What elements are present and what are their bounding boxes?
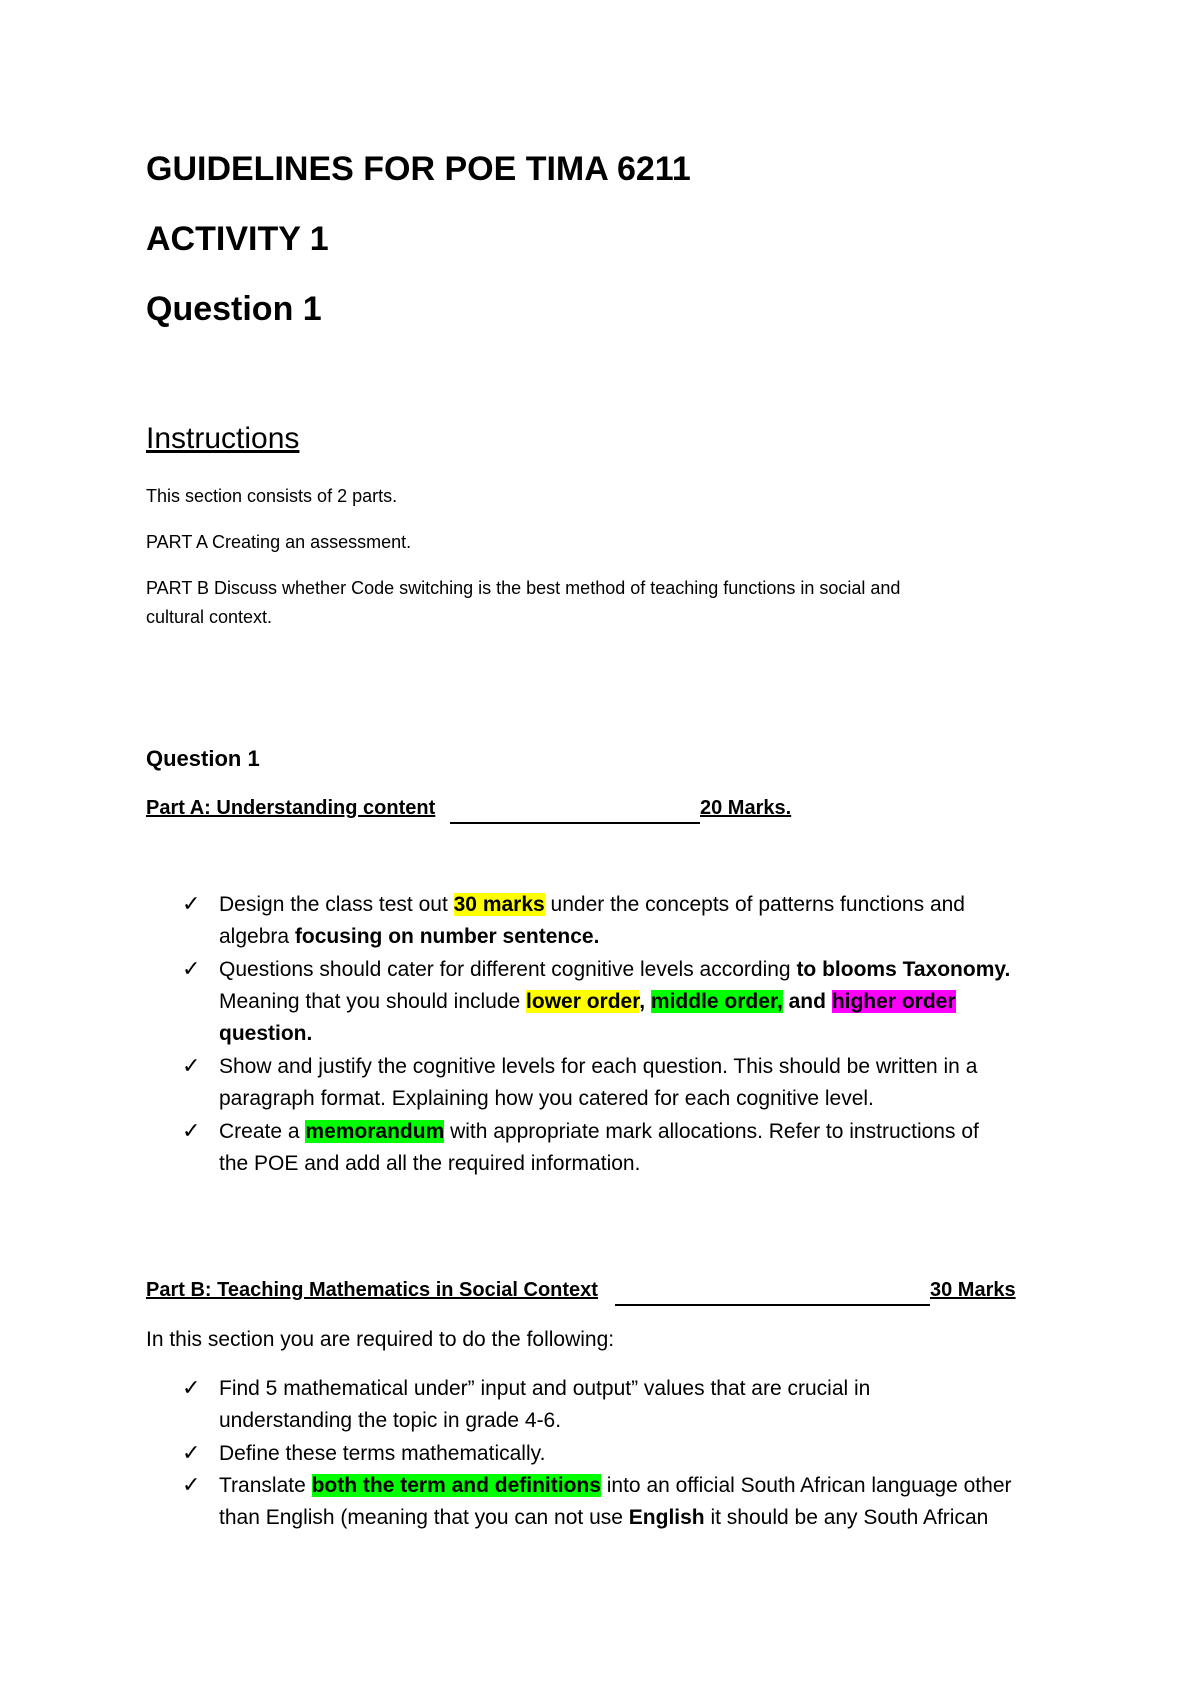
partA-marks: 20 Marks. bbox=[700, 797, 792, 819]
partB-underline-gap bbox=[615, 1304, 930, 1306]
highlight-higher-order: higher order bbox=[831, 990, 956, 1013]
activity-heading: ACTIVITY 1 bbox=[146, 220, 329, 258]
highlight-lower-order: lower order bbox=[526, 990, 640, 1013]
bullet-line: Show and justify the cognitive levels for each question. This should be written in a bbox=[219, 1055, 978, 1078]
highlight-middle-order: middle order, bbox=[650, 990, 783, 1013]
instructions-line: PART B Discuss whether Code switching is the best method of teaching functions in social and bbox=[146, 578, 901, 598]
checkmark-icon: ✓ bbox=[182, 891, 201, 916]
bullet-line: Define these terms mathematically. bbox=[219, 1442, 546, 1465]
partB-marks: 30 Marks bbox=[930, 1279, 1016, 1301]
checkmark-icon: ✓ bbox=[182, 1440, 201, 1465]
bullet-line: Meaning that you should include lower order, middle order, and higher order bbox=[219, 990, 956, 1013]
bullet-line: understanding the topic in grade 4-6. bbox=[219, 1409, 562, 1432]
highlight-memorandum: memorandum bbox=[305, 1120, 445, 1143]
partA-label: Part A: Understanding content bbox=[146, 797, 436, 819]
checkmark-icon: ✓ bbox=[182, 1118, 201, 1143]
bullet-line: the POE and add all the required information. bbox=[219, 1152, 641, 1175]
bullet-line: Questions should cater for different cognitive levels according to blooms Taxonomy. bbox=[219, 958, 1011, 981]
partB-label: Part B: Teaching Mathematics in Social Context bbox=[146, 1279, 598, 1301]
bullet-line: Translate both the term and definitions into an official South African language other bbox=[219, 1474, 1012, 1497]
checkmark-icon: ✓ bbox=[182, 1053, 201, 1078]
bullet-line: Find 5 mathematical under” input and output” values that are crucial in bbox=[219, 1377, 871, 1400]
bullet-line: algebra focusing on number sentence. bbox=[219, 925, 600, 948]
question-heading: Question 1 bbox=[146, 290, 322, 328]
checkmark-icon: ✓ bbox=[182, 1472, 201, 1497]
bullet-line: than English (meaning that you can not use English it should be any South African bbox=[219, 1506, 989, 1529]
checkmark-icon: ✓ bbox=[182, 956, 201, 981]
instructions-line: This section consists of 2 parts. bbox=[146, 486, 398, 506]
partA-underline-gap bbox=[450, 822, 700, 824]
document-title: GUIDELINES FOR POE TIMA 6211 bbox=[146, 150, 691, 188]
instructions-line: PART A Creating an assessment. bbox=[146, 532, 412, 552]
partB-intro: In this section you are required to do the following: bbox=[146, 1328, 615, 1351]
bullet-line: paragraph format. Explaining how you catered for each cognitive level. bbox=[219, 1087, 874, 1110]
bullet-line: Create a memorandum with appropriate mark allocations. Refer to instructions of bbox=[219, 1120, 979, 1143]
instructions-line: cultural context. bbox=[146, 607, 273, 627]
checkmark-icon: ✓ bbox=[182, 1375, 201, 1400]
bullet-line: question. bbox=[219, 1022, 313, 1045]
instructions-heading: Instructions bbox=[146, 422, 300, 455]
highlight-term-definitions: both the term and definitions bbox=[311, 1474, 601, 1497]
bullet-line: Design the class test out 30 marks under the concepts of patterns functions and bbox=[219, 893, 965, 916]
question1-heading: Question 1 bbox=[146, 746, 260, 771]
highlight-30-marks: 30 marks bbox=[453, 893, 545, 916]
